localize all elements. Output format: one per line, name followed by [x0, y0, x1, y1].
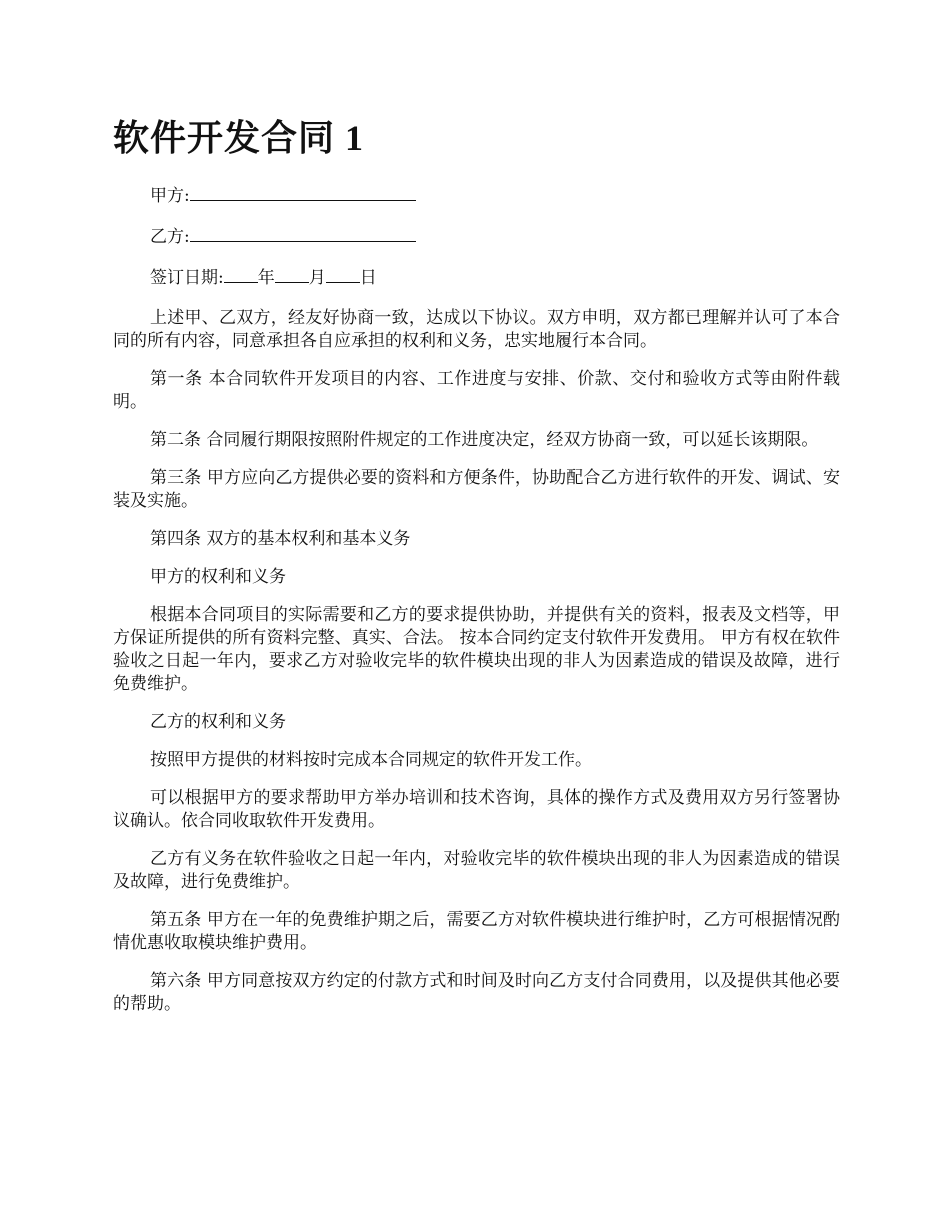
day-blank — [326, 266, 360, 283]
party-a-label: 甲方: — [150, 186, 190, 206]
article-3-paragraph: 第三条 甲方应向乙方提供必要的资料和方便条件，协助配合乙方进行软件的开发、调试、安装及实施。 — [113, 468, 840, 511]
document-page — [113, 112, 840, 1031]
sign-date-field — [113, 266, 840, 290]
preamble-paragraph: 上述甲、乙双方，经友好协商一致，达成以下协议。双方申明，双方都已理解并认可了本合同的所有内容，同意承担各自应承担的权利和义务，忠实地履行本合同。 — [113, 308, 840, 351]
article-4-heading: 第四条 双方的基本权利和基本义务 — [150, 529, 411, 549]
article-6-paragraph: 第六条 甲方同意按双方约定的付款方式和时间及时向乙方支付合同费用，以及提供其他必要的帮助。 — [113, 971, 840, 1014]
party-b-blank — [190, 225, 416, 242]
month-label: 月 — [308, 268, 326, 288]
party-a-blank — [190, 184, 416, 201]
article-5-paragraph: 第五条 甲方在一年的免费维护期之后，需要乙方对软件模块进行维护时，乙方可根据情况酌情优惠收取模块维护费用。 — [113, 910, 840, 953]
party-a-field — [113, 184, 840, 208]
year-blank — [224, 266, 258, 283]
article-1-paragraph: 第一条 本合同软件开发项目的内容、工作进度与安排、价款、交付和验收方式等由附件载明。 — [113, 369, 840, 412]
document-title: 软件开发合同 1 — [113, 118, 365, 158]
day-label: 日 — [359, 268, 377, 288]
sign-date-label: 签订日期: — [150, 268, 224, 288]
month-blank — [275, 266, 309, 283]
party-b-duty-2-paragraph: 可以根据甲方的要求帮助甲方举办培训和技术咨询，具体的操作方式及费用双方另行签署协议确认。依合同收取软件开发费用。 — [113, 788, 840, 831]
party-a-rights-paragraph: 根据本合同项目的实际需要和乙方的要求提供协助，并提供有关的资料，报表及文档等，甲方保证所提供的所有资料完整、真实、合法。 按本合同约定支付软件开发费用。 甲方有权在软件验收之日起一年内，要求乙方对验收完毕的软件模块出现的非人为因素造成的错误及故障，进行免费维护。 — [113, 605, 840, 694]
party-b-duty-3-paragraph: 乙方有义务在软件验收之日起一年内，对验收完毕的软件模块出现的非人为因素造成的错误及故障，进行免费维护。 — [113, 849, 840, 892]
party-a-rights-heading: 甲方的权利和义务 — [150, 567, 286, 587]
party-b-duty-1-paragraph: 按照甲方提供的材料按时完成本合同规定的软件开发工作。 — [150, 750, 592, 770]
article-2-paragraph: 第二条 合同履行期限按照附件规定的工作进度决定，经双方协商一致，可以延长该期限。 — [150, 430, 819, 450]
year-label: 年 — [257, 268, 275, 288]
party-b-label: 乙方: — [150, 227, 190, 247]
party-b-field — [113, 225, 840, 249]
party-b-rights-heading: 乙方的权利和义务 — [150, 712, 286, 732]
